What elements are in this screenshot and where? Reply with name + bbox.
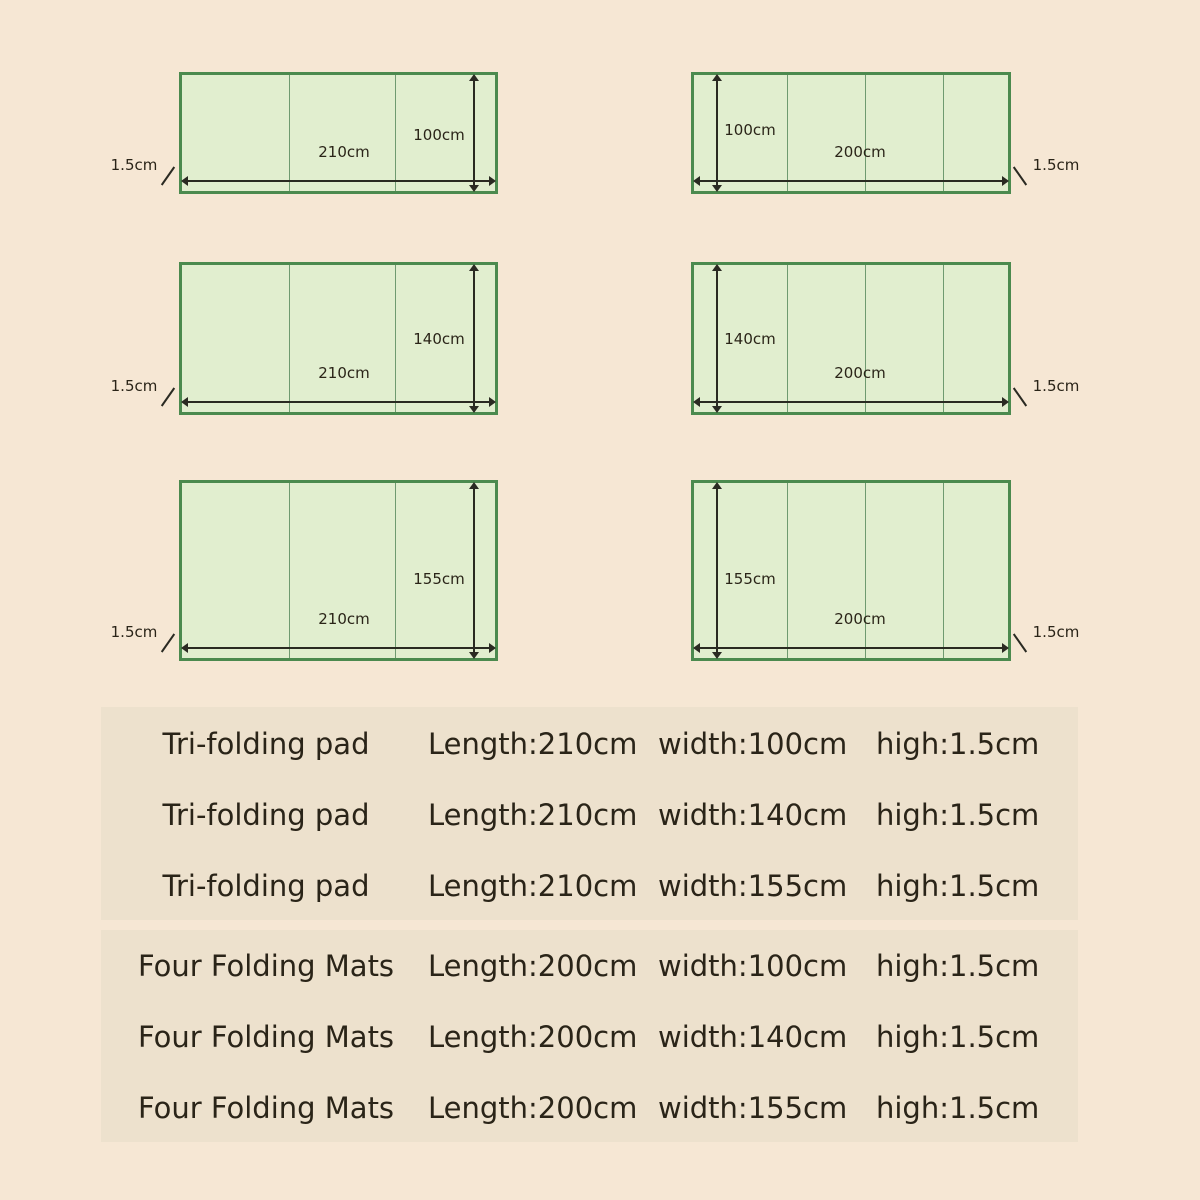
fold-line bbox=[787, 265, 788, 412]
width-arrow bbox=[716, 266, 718, 411]
table-row bbox=[101, 798, 1078, 838]
width-value: width:155cm bbox=[658, 869, 848, 903]
table-row bbox=[101, 869, 1078, 909]
fold-line bbox=[865, 265, 866, 412]
thickness-arrow bbox=[161, 166, 175, 185]
fold-line bbox=[865, 75, 866, 191]
table-row bbox=[101, 949, 1078, 989]
length-arrow bbox=[695, 647, 1007, 649]
fold-line bbox=[787, 75, 788, 191]
height-label: 1.5cm bbox=[110, 623, 158, 641]
length-label: 200cm bbox=[834, 610, 886, 628]
fold-line bbox=[943, 483, 944, 658]
tri-folding-spec-table bbox=[101, 707, 1078, 920]
fold-line bbox=[289, 483, 290, 658]
fold-line bbox=[943, 75, 944, 191]
length-value: Length:210cm bbox=[428, 798, 638, 832]
thickness-arrow bbox=[1013, 633, 1027, 652]
table-row bbox=[101, 727, 1078, 767]
length-label: 200cm bbox=[834, 143, 886, 161]
length-value: Length:200cm bbox=[428, 949, 638, 983]
width-value: width:140cm bbox=[658, 1020, 848, 1054]
width-label: 155cm bbox=[413, 569, 465, 588]
fold-line bbox=[943, 265, 944, 412]
height-label: 1.5cm bbox=[1032, 156, 1080, 174]
height-label: 1.5cm bbox=[1032, 623, 1080, 641]
height-label: 1.5cm bbox=[110, 156, 158, 174]
four-folding-spec-table bbox=[101, 930, 1078, 1142]
length-label: 210cm bbox=[318, 143, 370, 161]
length-label: 200cm bbox=[834, 364, 886, 382]
length-value: Length:210cm bbox=[428, 869, 638, 903]
width-arrow bbox=[473, 266, 475, 411]
thickness-arrow bbox=[1013, 166, 1027, 185]
product-name: Four Folding Mats bbox=[137, 949, 395, 983]
high-value: high:1.5cm bbox=[876, 727, 1040, 761]
width-label: 140cm bbox=[724, 329, 776, 348]
fold-line bbox=[865, 483, 866, 658]
length-label: 210cm bbox=[318, 610, 370, 628]
length-label: 210cm bbox=[318, 364, 370, 382]
fold-line bbox=[787, 483, 788, 658]
high-value: high:1.5cm bbox=[876, 1091, 1040, 1125]
product-name: Tri-folding pad bbox=[162, 798, 370, 832]
product-name: Four Folding Mats bbox=[137, 1091, 395, 1125]
fold-line bbox=[289, 75, 290, 191]
fold-line bbox=[289, 265, 290, 412]
fold-line bbox=[395, 75, 396, 191]
table-row bbox=[101, 1091, 1078, 1131]
width-arrow bbox=[473, 484, 475, 657]
width-arrow bbox=[716, 76, 718, 190]
thickness-arrow bbox=[161, 633, 175, 652]
length-arrow bbox=[183, 401, 494, 403]
length-value: Length:210cm bbox=[428, 727, 638, 761]
fold-line bbox=[395, 483, 396, 658]
high-value: high:1.5cm bbox=[876, 869, 1040, 903]
table-row bbox=[101, 1020, 1078, 1060]
width-value: width:140cm bbox=[658, 798, 848, 832]
width-value: width:100cm bbox=[658, 949, 848, 983]
width-arrow bbox=[473, 76, 475, 190]
height-label: 1.5cm bbox=[1032, 377, 1080, 395]
length-arrow bbox=[695, 180, 1007, 182]
width-arrow bbox=[716, 484, 718, 657]
width-label: 100cm bbox=[413, 126, 465, 144]
thickness-arrow bbox=[1013, 387, 1027, 406]
height-label: 1.5cm bbox=[110, 377, 158, 395]
fold-line bbox=[395, 265, 396, 412]
high-value: high:1.5cm bbox=[876, 798, 1040, 832]
length-arrow bbox=[183, 647, 494, 649]
length-value: Length:200cm bbox=[428, 1091, 638, 1125]
length-arrow bbox=[695, 401, 1007, 403]
high-value: high:1.5cm bbox=[876, 1020, 1040, 1054]
width-label: 155cm bbox=[724, 569, 776, 588]
product-name: Tri-folding pad bbox=[162, 869, 370, 903]
width-value: width:100cm bbox=[658, 727, 848, 761]
width-label: 100cm bbox=[724, 121, 776, 139]
high-value: high:1.5cm bbox=[876, 949, 1040, 983]
thickness-arrow bbox=[161, 387, 175, 406]
length-value: Length:200cm bbox=[428, 1020, 638, 1054]
length-arrow bbox=[183, 180, 494, 182]
width-value: width:155cm bbox=[658, 1091, 848, 1125]
width-label: 140cm bbox=[413, 329, 465, 348]
product-name: Four Folding Mats bbox=[137, 1020, 395, 1054]
product-name: Tri-folding pad bbox=[162, 727, 370, 761]
